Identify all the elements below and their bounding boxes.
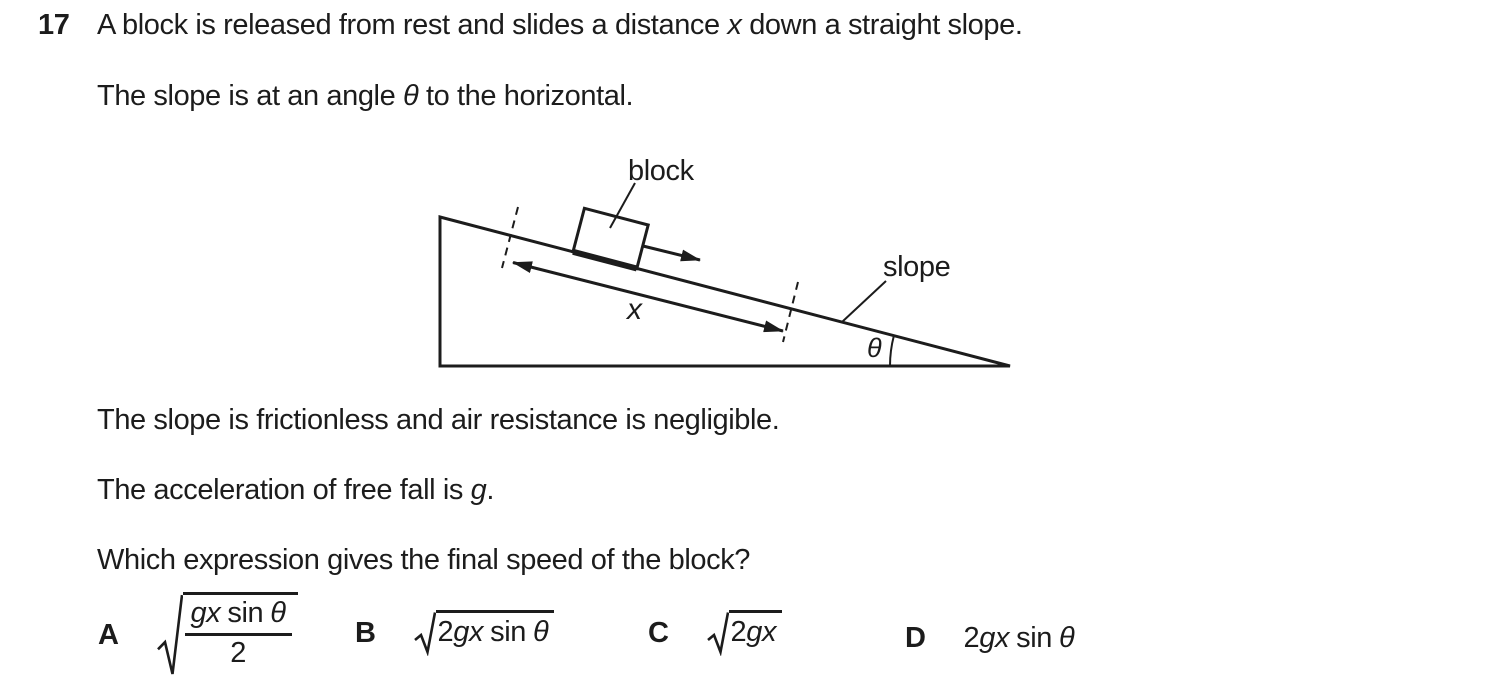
option-b-formula: [414, 610, 555, 656]
option-a: [98, 592, 298, 678]
option-b: [355, 610, 554, 656]
fraction-numerator: [185, 597, 292, 636]
slope-leader-line: [842, 281, 886, 322]
sin-function: sin: [1016, 622, 1052, 654]
theta-label: θ: [867, 333, 882, 363]
option-d-formula: [964, 621, 1075, 655]
option-c-formula: [707, 610, 783, 656]
theta-arc: [890, 336, 894, 366]
option-d: [905, 621, 1074, 655]
coefficient: 2: [437, 616, 454, 648]
g-variable: g: [470, 474, 487, 506]
radicand: [729, 610, 783, 649]
angle-text-pre: The slope is at an angle: [97, 80, 403, 112]
radicand: [436, 610, 555, 649]
theta-variable: θ: [270, 597, 286, 629]
option-b-label: B: [355, 616, 376, 649]
slope-diagram: [420, 140, 1030, 385]
distance-tick-right: [783, 282, 798, 342]
block-label: block: [628, 155, 694, 187]
freefall-line: [97, 475, 494, 505]
freefall-text-pre: The acceleration of free fall is: [97, 474, 471, 506]
freefall-text-post: .: [486, 474, 495, 506]
sin-function: sin: [227, 597, 264, 629]
radical-sign-icon: [707, 610, 729, 656]
option-a-formula: [157, 592, 298, 678]
option-a-label: A: [98, 618, 119, 651]
block-velocity-arrow: [643, 246, 700, 260]
option-d-label: D: [905, 621, 926, 654]
coefficient: 2: [730, 616, 747, 648]
sin-function: sin: [490, 616, 526, 648]
radicand: [183, 592, 298, 669]
intro-text-post: down a straight slope.: [741, 9, 1023, 41]
question-prompt: Which expression gives the final speed of the block?: [97, 544, 751, 576]
coefficient: 2: [963, 622, 980, 654]
radical-sign-icon: [414, 610, 436, 656]
distance-variable: x: [727, 9, 742, 41]
theta-variable: θ: [533, 616, 549, 648]
angle-text-post: to the horizontal.: [418, 80, 634, 112]
intro-text-pre: A block is released from rest and slides a distance: [97, 9, 728, 41]
slope-triangle: [440, 217, 1010, 366]
distance-x-label: x: [627, 293, 642, 326]
gx-variables: gx: [979, 622, 1010, 654]
gx-variables: gx: [190, 597, 221, 629]
angle-line: [97, 81, 633, 111]
question-intro-line: [97, 10, 1023, 40]
theta-variable: θ: [402, 80, 419, 112]
slope-label: slope: [883, 251, 951, 283]
question-number: 17: [38, 9, 70, 41]
frictionless-line: The slope is frictionless and air resistance is negligible.: [97, 404, 780, 436]
fraction: [185, 597, 292, 669]
fraction-denominator: 2: [230, 637, 246, 669]
gx-variables: gx: [453, 616, 484, 648]
gx-variables: gx: [746, 616, 777, 648]
radical-sign-icon: [157, 592, 183, 678]
option-c: [648, 610, 782, 656]
theta-variable: θ: [1059, 622, 1075, 654]
option-c-label: C: [648, 616, 669, 649]
